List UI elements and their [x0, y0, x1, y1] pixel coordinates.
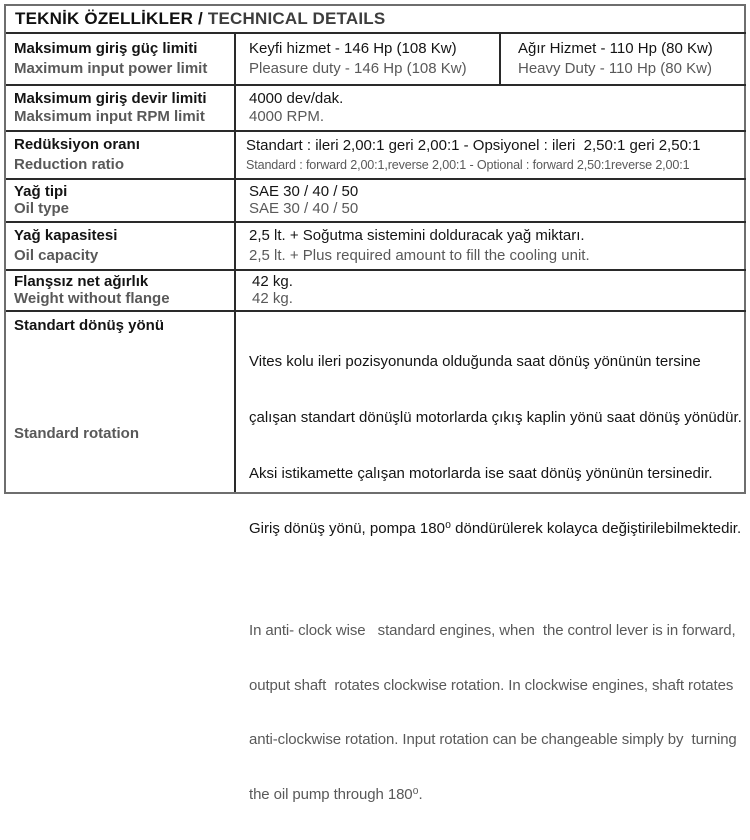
label-oil-capacity-en: Oil capacity	[14, 246, 99, 264]
label-max-input-power	[6, 34, 236, 84]
row-standard-rotation	[6, 310, 746, 803]
row-oil-capacity	[6, 221, 746, 269]
label-oil-capacity	[6, 223, 236, 269]
table-title-english: TECHNICAL DETAILS	[207, 9, 386, 28]
rotation-tr-line: Giriş dönüş yönü, pompa 180⁰ döndürülerek kolayca değiştirilebilmektedir.	[249, 520, 742, 538]
label-max-input-rpm-tr: Maksimum giriş devir limiti	[14, 89, 207, 107]
table-title	[6, 6, 746, 32]
rotation-tr-line: Vites kolu ileri pozisyonunda olduğunda saat dönüş yönünün tersine	[249, 353, 701, 370]
label-oil-type-tr: Yağ tipi	[14, 182, 68, 200]
value-net-weight-en: 42 kg.	[252, 290, 293, 307]
table-title-separator: /	[193, 9, 208, 28]
label-reduction-ratio	[6, 132, 236, 178]
label-standard-rotation-tr: Standart dönüş yönü	[14, 317, 164, 334]
label-oil-type-en: Oil type	[14, 200, 70, 218]
label-max-input-rpm-en: Maksimum input RPM limit	[14, 108, 205, 126]
label-net-weight-tr: Flanşsız net ağırlık	[14, 273, 149, 290]
value-heavy-duty-tr: Ağır Hizmet - 110 Hp (80 Kw)	[518, 39, 713, 57]
value-max-input-rpm-tr: 4000 dev/dak.	[249, 89, 344, 107]
row-net-weight	[6, 269, 746, 310]
rotation-paragraph-english	[249, 587, 742, 839]
rotation-en-line: In anti- clock wise standard engines, when the control lever is in forward,	[249, 622, 736, 640]
value-max-input-rpm	[236, 86, 746, 130]
rotation-en-line: output shaft rotates clockwise rotation. In clockwise engines, shaft rotates	[249, 676, 734, 694]
value-max-input-power	[236, 34, 746, 84]
value-pleasure-duty-en: Pleasure duty - 146 Hp (108 Kw)	[249, 60, 467, 78]
row-max-input-power	[6, 32, 746, 84]
value-oil-capacity	[236, 223, 746, 269]
rotation-en-line: anti-clockwise rotation. Input rotation can be changeable simply by turning	[249, 731, 737, 749]
row-reduction-ratio	[6, 130, 746, 178]
value-oil-capacity-en: 2,5 lt. + Plus required amount to fill the cooling unit.	[249, 246, 590, 264]
value-heavy-duty	[501, 34, 746, 84]
value-reduction-ratio-tr: Standart : ileri 2,00:1 geri 2,00:1 - Opsiyonel : ileri 2,50:1 geri 2,50:1	[246, 137, 701, 155]
value-net-weight	[236, 271, 746, 310]
label-oil-type	[6, 180, 236, 221]
value-net-weight-tr: 42 kg.	[252, 273, 293, 290]
row-max-input-rpm	[6, 84, 746, 130]
rotation-tr-line: çalışan standart dönüşlü motorlarda çıkış kaplin yönü saat dönüş yönüdür.	[249, 408, 742, 426]
label-net-weight	[6, 271, 236, 310]
technical-details-table	[4, 4, 746, 803]
value-reduction-ratio	[236, 132, 746, 178]
label-max-input-power-en: Maximum input power limit	[14, 60, 208, 78]
rotation-en-line: the oil pump through 180⁰.	[249, 785, 423, 803]
label-standard-rotation-en: Standard rotation	[14, 425, 140, 442]
label-max-input-power-tr: Maksimum giriş güç limiti	[14, 39, 198, 57]
label-oil-capacity-tr: Yağ kapasitesi	[14, 227, 118, 245]
label-reduction-ratio-en: Reduction ratio	[14, 155, 125, 173]
label-net-weight-en: Weight without flange	[14, 290, 170, 307]
value-oil-type	[236, 180, 746, 221]
value-pleasure-duty	[236, 34, 501, 84]
value-max-input-rpm-en: 4000 RPM.	[249, 108, 325, 126]
value-pleasure-duty-tr: Keyfi hizmet - 146 Hp (108 Kw)	[249, 39, 457, 57]
value-oil-capacity-tr: 2,5 lt. + Soğutma sistemini dolduracak yağ miktarı.	[249, 227, 585, 245]
value-standard-rotation	[236, 312, 746, 803]
label-max-input-rpm	[6, 86, 236, 130]
rotation-tr-line: Aksi istikamette çalışan motorlarda ise saat dönüş yönünün tersinedir.	[249, 464, 713, 482]
rotation-paragraph-turkish	[249, 317, 742, 574]
label-standard-rotation	[6, 312, 236, 492]
value-heavy-duty-en: Heavy Duty - 110 Hp (80 Kw)	[518, 60, 712, 78]
value-oil-type-en: SAE 30 / 40 / 50	[249, 200, 359, 218]
value-reduction-ratio-en: Standard : forward 2,00:1,reverse 2,00:1 - Optional : forward 2,50:1reverse 2,00:1	[246, 157, 690, 172]
table-title-turkish: TEKNİK ÖZELLİKLER	[15, 9, 194, 28]
row-oil-type	[6, 178, 746, 221]
value-oil-type-tr: SAE 30 / 40 / 50	[249, 182, 359, 200]
label-reduction-ratio-tr: Redüksiyon oranı	[14, 136, 140, 154]
